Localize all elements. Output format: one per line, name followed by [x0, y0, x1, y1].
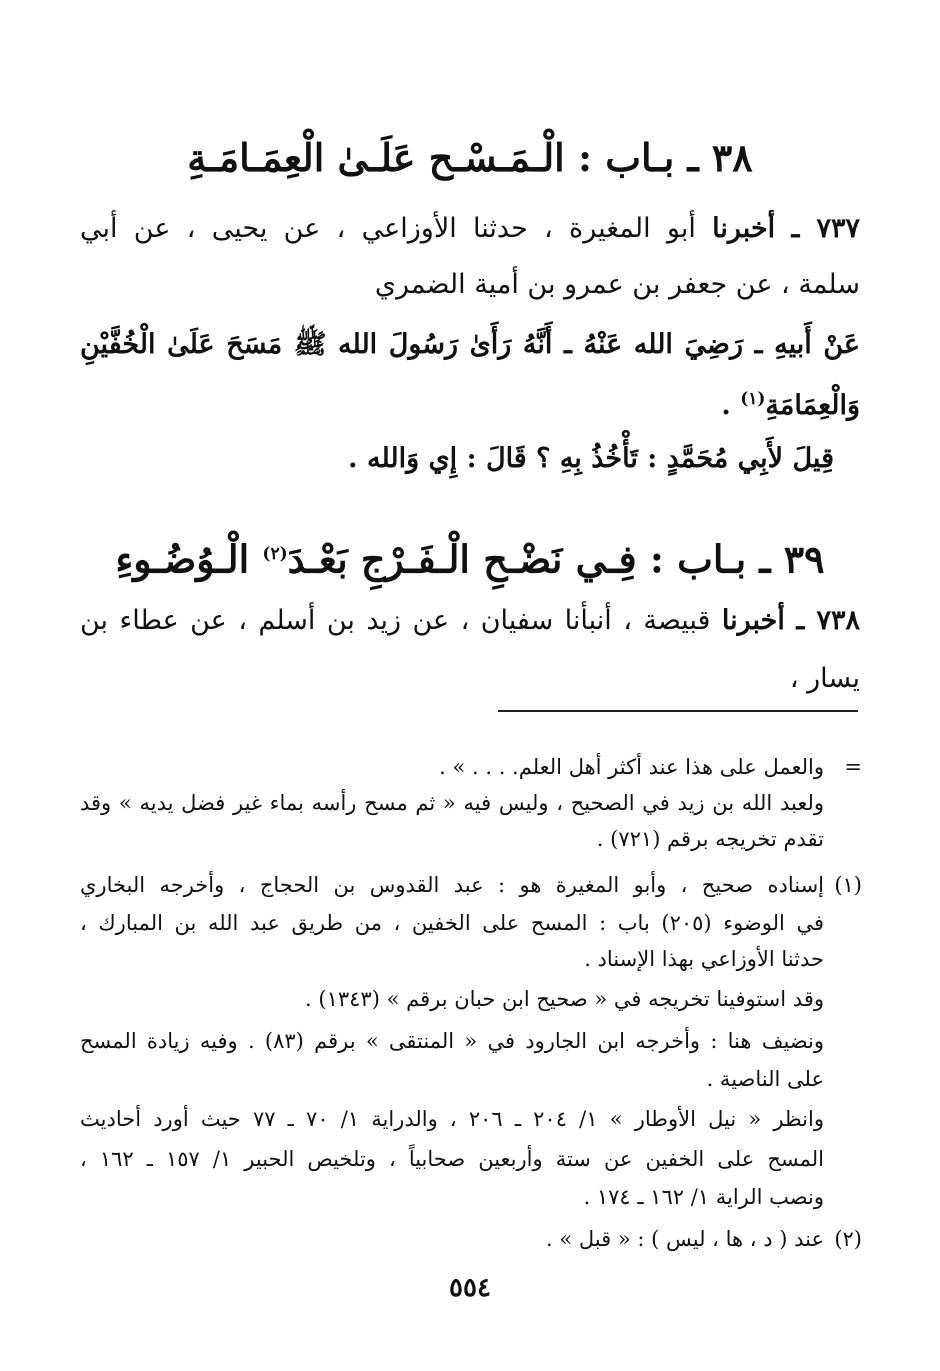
hadith-737-number: ٧٣٧ ـ	[791, 213, 860, 244]
footnote-mark-2: (٢)	[262, 544, 288, 564]
footnote-continuation-line-3: تقدم تخريجه برقم (٧٢١) .	[596, 827, 824, 851]
footnote-1-line-8: المسح على الخفين عن ستة وأربعين صحابياً ، وتلخيص الحبير ١/ ١٥٧ ـ ١٦٢ ،	[80, 1147, 825, 1171]
footnote-1-line-9: ونصب الراية ١/ ١٦٢ ـ ١٧٤ .	[583, 1185, 824, 1209]
continuation-mark: =	[844, 755, 862, 779]
chapter-38-heading: ٣٨ ـ بـاب : الْـمَـسْـح عَلَـىٰ الْعِمَـامَـةِ	[187, 135, 753, 180]
footnote-continuation-line-2: ولعبد الله بن زيد في الصحيح ، وليس فيه « ثم مسح رأسه بماء غير فضل يديه » وقد	[80, 791, 824, 815]
hadith-738-line-1	[80, 598, 860, 644]
hadith-737-isnad-1: أبو المغيرة ، حدثنا الأوزاعي ، عن يحيى ، عن أبي	[80, 213, 696, 244]
chapter-39-title-part-1: ٣٩ ـ بـاب : فِـي نَضْـحِ الْـفَـرْجِ بَعْـدَ	[287, 536, 825, 582]
chapter-39-title-part-2: الْـوُضُـوءِ	[115, 536, 263, 582]
footnote-text: والعمل على هذا عند أكثر أهل العلم. . . . » .	[439, 755, 824, 779]
footnote-1-line-3: حدثنا الأوزاعي بهذا الإسناد .	[584, 947, 824, 971]
footnote-1-line-4: وقد استوفينا تخريجه في « صحيح ابن حبان برقم » (١٣٤٣) .	[305, 987, 824, 1011]
hadith-737-matn-1: عَنْ أَبيهِ ـ رَضِيَ الله عَنْهُ ـ أَنَّهُ رَأَىٰ رَسُولَ الله ﷺ مَسَحَ عَلَىٰ الْخُفَّيْنِ	[80, 329, 860, 360]
footnote-1-line-2: في الوضوء (٢٠٥) باب : المسح على الخفين ، من طريق عبد الله بن المبارك ،	[80, 911, 824, 935]
hadith-738-lead: أخبرنا	[721, 605, 785, 636]
hadith-737-line-1	[80, 206, 860, 252]
hadith-738-isnad-1: قبيصة ، أنبأنا سفيان ، عن زيد بن أسلم ، عن عطاء بن	[80, 605, 711, 636]
footnote-1-line-1	[80, 868, 862, 902]
footnote-separator	[498, 710, 858, 712]
matn-word: وَالْعِمَامَةِ	[765, 390, 860, 421]
footnote-1-line-5: ونضيف هنا : وأخرجه ابن الجارود في « المنتقى » برقم (٨٣) . وفيه زيادة المسح	[80, 1029, 825, 1053]
footnote-1-line-6: على الناصية .	[706, 1067, 824, 1091]
hadith-738-line-2: يسار ،	[789, 663, 860, 694]
footnote-text: إسناده صحيح ، وأبو المغيرة هو : عبد القدوس بن الحجاج ، وأخرجه البخاري	[80, 873, 824, 897]
matn-end: .	[721, 390, 741, 421]
footnote-1-line-7: وانظر « نيل الأوطار » ١/ ٢٠٤ ـ ٢٠٦ ، والدراية ١/ ٧٠ ـ ٧٧ حيث أورد أحاديث	[80, 1107, 824, 1131]
hadith-737-matn-2	[80, 376, 860, 429]
footnote-1-number: (١)	[834, 873, 862, 897]
hadith-737-line-2: سلمة ، عن جعفر بن عمرو بن أمية الضمري	[374, 269, 860, 300]
hadith-737-comment: قِيلَ لأَبِي مُحَمَّدٍ : تَأْخُذُ بِهِ ؟ قَالَ : إِي وَالله .	[348, 443, 834, 474]
footnote-text: عند ( د ، ها ، ليس ) : « قبل » .	[546, 1227, 824, 1251]
page-number: ٥٥٤	[449, 1273, 491, 1303]
footnote-2-number: (٢)	[834, 1227, 862, 1251]
chapter-39-heading	[80, 524, 860, 590]
footnote-continuation-line-1	[80, 750, 862, 784]
hadith-737-lead: أخبرنا	[712, 213, 776, 244]
hadith-738-number: ٧٣٨ ـ	[796, 605, 860, 636]
footnote-2-line-1	[80, 1222, 862, 1256]
footnote-mark-1: (١)	[740, 389, 766, 409]
